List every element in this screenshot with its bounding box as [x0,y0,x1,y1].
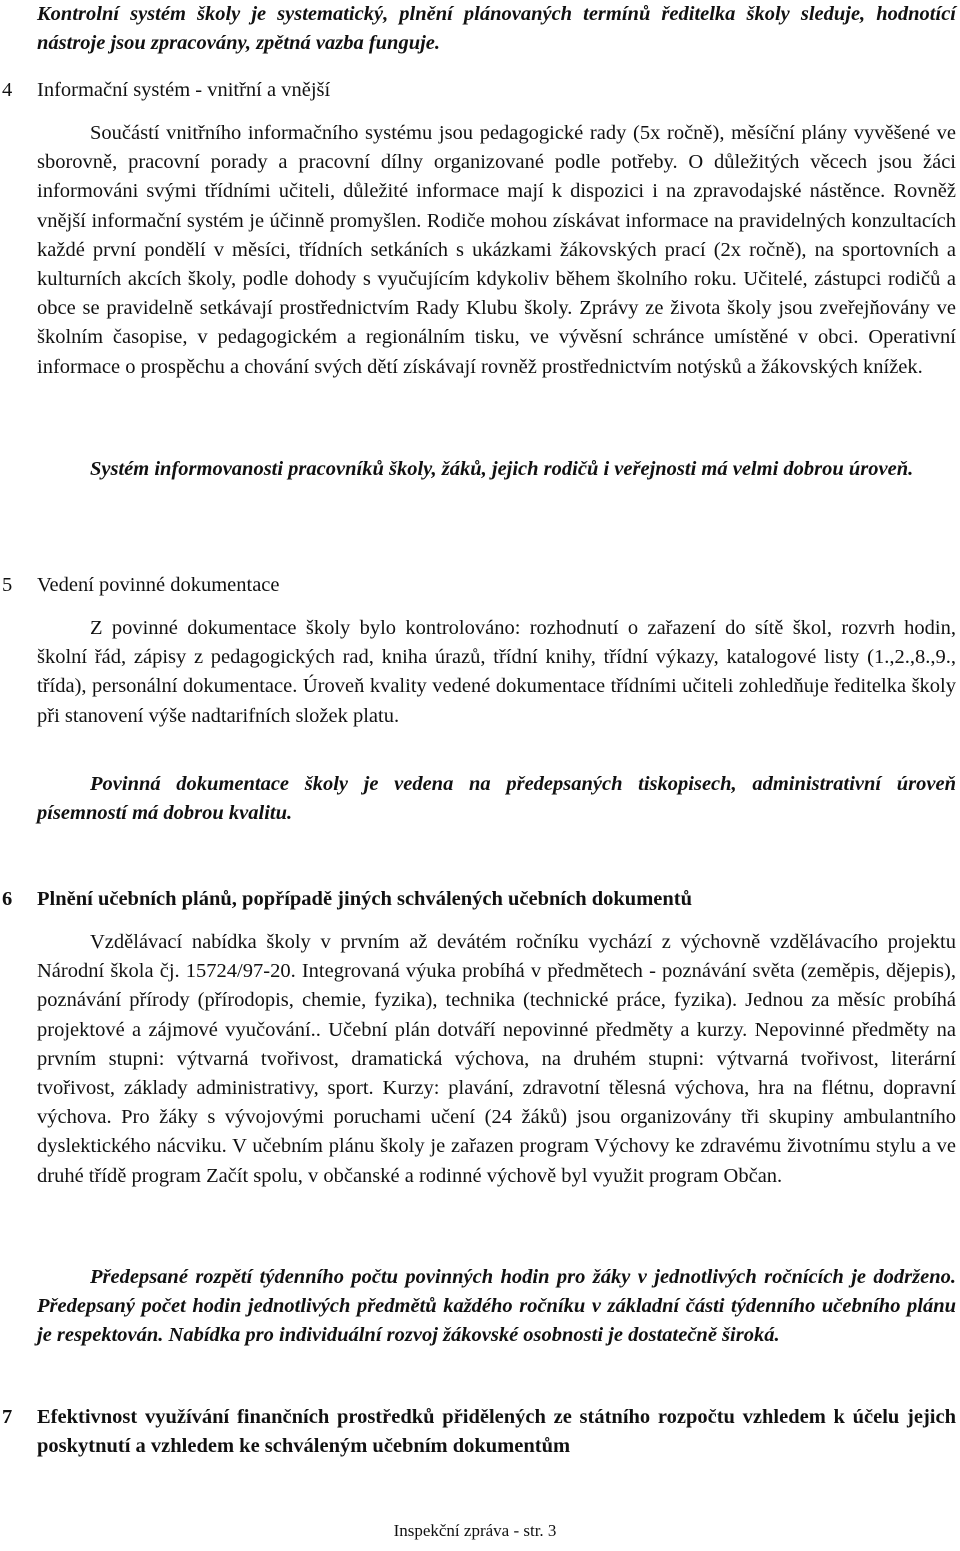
section5-conclusion: Povinná dokumentace školy je vedena na předepsaných tiskopisech, administrativní úroveň písemností má dobrou kvalitu. [37,773,956,825]
section6-body: Vzdělávací nabídka školy v prvním až devátém ročníku vychází z výchovně vzdělávacího projektu Národní škola čj. 15724/97-20. Integrovaná výuka probíhá v předmětech - poznávání světa (zeměpis, dějepis), poznávání přírody (přírodopis, chemie, fyzika), technika (technické práce, fyzika). Jednou za měsíc probíhá projektové a zájmové vyučování.. Učební plán dotváří nepovinné předměty a kurzy. Nepovinné předměty na prvním stupni: výtvarná tvořivost, dramatická výchova, na druhém stupni: výtvarná tvořivost, literární tvořivost, základy administrativy, sport. Kurzy: plavání, zdravotní tělesná výchova, hra na flétnu, dopravní výchova. Pro žáky s vývojovými poruchami učení (24 žáků) jsou organizovány tři skupiny ambulantního dyslektického nácviku. V učebním plánu školy je zařazen program Výchovy ke zdravému životnímu stylu a ve druhé třídě program Začít spolu, v občanské a rodinné výchově byl využit program Občan. [37,931,956,1187]
section5-body: Z povinné dokumentace školy bylo kontrolováno: rozhodnutí o zařazení do sítě škol, rozvrh hodin, školní řád, zápisy z pedagogických rad, kniha úrazů, třídní knihy, třídní výkazy, katalogové listy (1.,2.,8.,9., třída), personální dokumentace. Úroveň kvality vedené dokumentace třídními učiteli zohledňuje ředitelka školy při stanovení výše nadtarifních složek platu. [37,617,956,727]
footer-text: Inspekční zpráva - str. 3 [393,1521,557,1540]
section5-title: Vedení povinné dokumentace [37,574,280,596]
section4-conclusion: Systém informovanosti pracovníků školy, žáků, jejich rodičů i veřejnosti má velmi dobrou úroveň. [90,458,914,480]
section3-conclusion: Kontrolní systém školy je systematický, plnění plánovaných termínů ředitelka školy sleduje, hodnotící nástroje jsou zpracovány, zpětná vazba funguje. [37,3,956,55]
section4-number: 4 [2,79,13,101]
section6-title: Plnění učebních plánů, popřípadě jiných schválených učebních dokumentů [37,888,693,910]
section7-title: Efektivnost využívání finančních prostředků přidělených ze státního rozpočtu vzhledem k účelu jejich poskytnutí a vzhledem ke schváleným učebním dokumentům [37,1406,956,1458]
section4-title: Informační systém - vnitřní a vnější [37,79,331,101]
section7-heading [0,1403,956,1463]
section6-number: 6 [2,888,13,910]
section7-number: 7 [2,1406,13,1428]
section5-number: 5 [2,574,13,596]
section4-body: Součástí vnitřního informačního systému jsou pedagogické rady (5x ročně), měsíční plány vyvěšené ve sborovně, pracovní porady a pracovní dílny organizované podle potřeby. O důležitých věcech jsou žáci informováni svými třídními učiteli, důležité informace mají k dispozici i na zpravodajské nástěnce. Rovněž vnější informační systém je účinně promyšlen. Rodiče mohou získávat informace na pravidelných konzultacích každé první pondělí v měsíci, třídních setkáních s ukázkami žákovských prací (2x ročně), na sportovních a kulturních akcích školy, podle dohody s vyučujícím kdykoliv během školního roku. Učitelé, zástupci rodičů a obce se pravidelně setkávají prostřednictvím Rady Klubu školy. Zprávy ze života školy jsou zveřejňovány ve školním časopise, v pedagogickém a regionálním tisku, ve vývěsní schránce umístěné v obci. Operativní informace o prospěchu a chování svých dětí získávají rovněž prostřednictvím notýsků a žákovských knížek. [37,122,956,378]
section6-conclusion: Předepsané rozpětí týdenního počtu povinných hodin pro žáky v jednotlivých ročnících je dodrženo. Předepsaný počet hodin jednotlivých předmětů každého ročníku v základní části týdenního učebního plánu je respektován. Nabídka pro individuální rozvoj žákovské osobnosti je dostatečně široká. [37,1266,956,1347]
page-footer [0,1521,960,1541]
